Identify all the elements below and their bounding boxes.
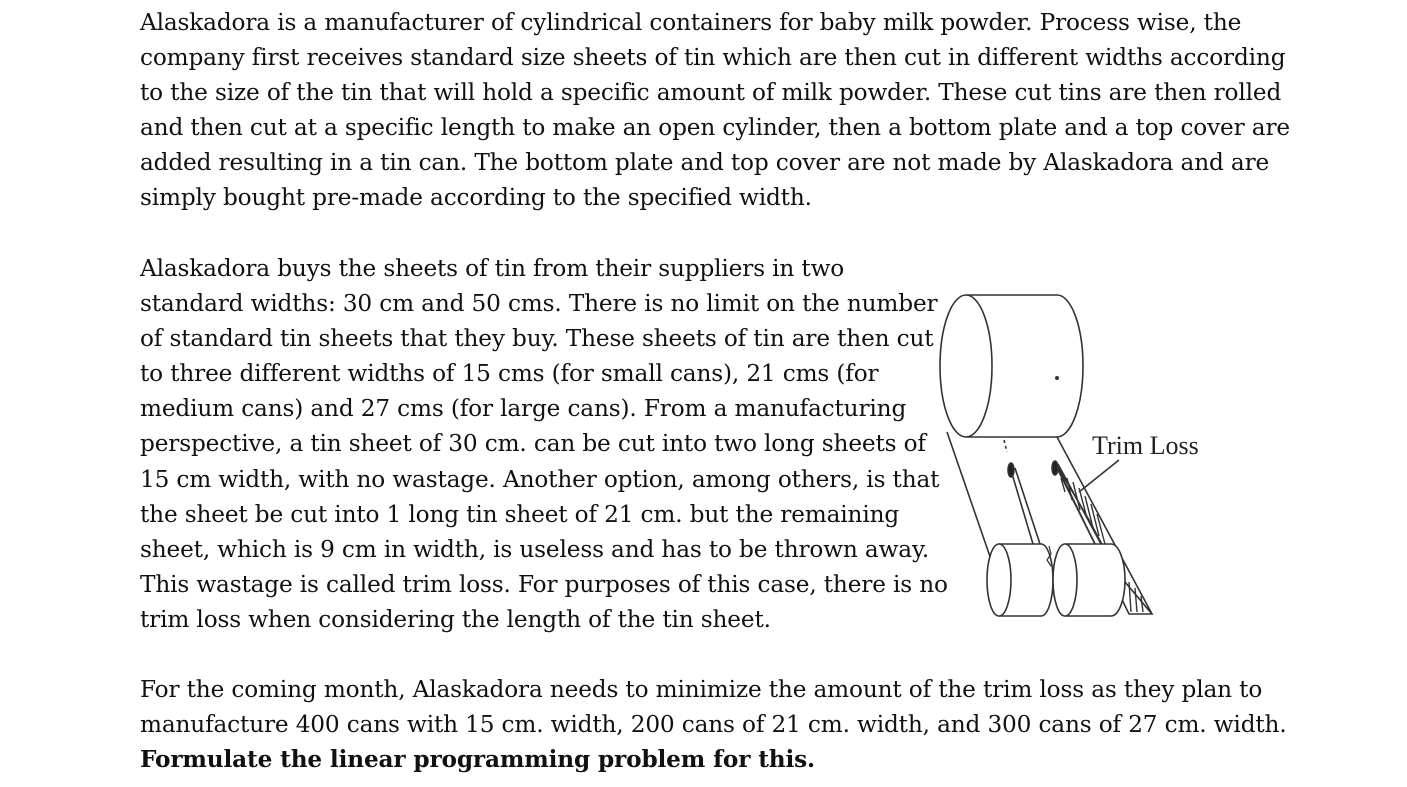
text-line: the sheet be cut into 1 long tin sheet of 21 cm. but the remaining [140,500,900,528]
text-line: manufacture 400 cans with 15 cm. width, 200 cans of 21 cm. width, and 300 cans of 27 cm. width. [140,711,1287,739]
text-line: simply bought pre-made according to the specified width. [140,184,812,212]
tin-roll-illustration [915,282,1225,627]
text-line: Alaskadora buys the sheets of tin from their suppliers in two [140,255,845,282]
text-line: to the size of the tin that will hold a specific amount of milk powder. These cut tins are then rolled [140,79,1282,107]
text-line: company first receives standard size sheets of tin which are then cut in different widths according [140,44,1286,72]
trim-loss-label: Trim Loss [1092,431,1199,460]
text-line: This wastage is called trim loss. For purposes of this case, there is no [140,570,948,598]
task-instruction: Formulate the linear programming problem for this. [140,746,815,774]
text-line: medium cans) and 27 cms (for large cans). From a manufacturing [140,395,907,423]
text-line: 15 cm width, with no wastage. Another option, among others, is that [140,465,940,493]
trim-loss-figure [915,282,1225,627]
text-line: and then cut at a specific length to make an open cylinder, then a bottom plate and a top cover are [140,114,1290,142]
text-line: sheet, which is 9 cm in width, is useless and has to be thrown away. [140,535,930,563]
text-line: standard widths: 30 cm and 50 cms. There is no limit on the number [140,290,938,318]
text-line: trim loss when considering the length of the tin sheet. [140,605,771,633]
text-line: perspective, a tin sheet of 30 cm. can be cut into two long sheets of [140,430,926,458]
text-line: added resulting in a tin can. The bottom plate and top cover are not made by Alaskadora and are [140,149,1270,177]
text-line: For the coming month, Alaskadora needs to minimize the amount of the trim loss as they plan to [140,676,1263,703]
text-line: Alaskadora is a manufacturer of cylindrical containers for baby milk powder. Process wise, the [140,9,1242,36]
label-leader-line [1079,460,1119,492]
paragraph-task [140,672,1287,777]
large-roll-end [940,295,992,437]
text-line: of standard tin sheets that they buy. These sheets of tin are then cut [140,325,934,353]
paragraph-sheets [140,251,948,637]
text-line: to three different widths of 15 cms (for small cans), 21 cms (for [140,360,879,388]
paragraph-intro [140,5,1290,216]
